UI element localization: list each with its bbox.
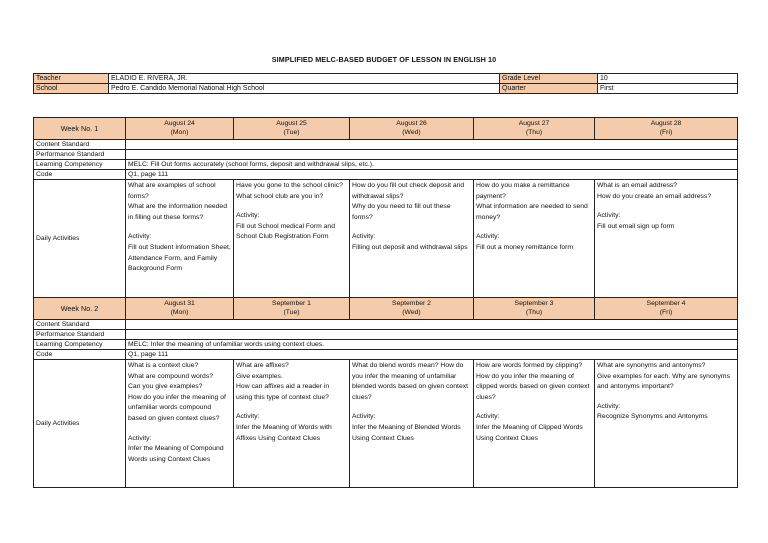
learning-competency-value: MELC: Fill Out forms accurately (school forms, deposit and withdrawal slips, etc.). [126, 160, 738, 170]
day-weekday: (Fri) [659, 309, 673, 316]
guide-question: Give examples. [236, 372, 283, 380]
performance-standard-label: Performance Standard [34, 330, 126, 340]
code-value: Q1, page 111 [126, 170, 738, 180]
teacher-row [34, 74, 738, 84]
day-header [474, 118, 595, 140]
guide-question: What are synonyms and antonyms? [597, 362, 706, 369]
activity-cell [595, 360, 738, 488]
day-date: August 28 [650, 120, 682, 127]
school-name: Pedro E. Candido Memorial National High School [109, 84, 500, 94]
activity-text: Infer the Meaning of Clipped Words Using Context Clues [476, 423, 583, 442]
day-date: August 26 [396, 120, 427, 127]
learning-competency-value: MELC: Infer the meaning of unfamiliar words using context clues. [126, 340, 738, 350]
activity-text: Infer the Meaning of Words with Affixes Using Context Clues [236, 423, 332, 442]
day-date: August 25 [276, 120, 307, 127]
learning-competency-label: Learning Competency [34, 160, 126, 170]
code-row [34, 350, 738, 360]
content-standard-label: Content Standard [34, 320, 126, 330]
daily-activities-label: Daily Activities [34, 180, 126, 298]
guide-question: How can affixes aid a reader in using this type of context clue? [236, 383, 330, 401]
activity-cell [350, 180, 474, 298]
performance-standard-row [34, 330, 738, 340]
day-weekday: (Thu) [525, 309, 543, 316]
performance-standard-value [126, 150, 738, 160]
activity-cell [474, 360, 595, 488]
guide-question: What do blend words mean? How do you infer the meaning of unfamiliar blended words based on given context clues? [352, 362, 469, 401]
school-row [34, 84, 738, 94]
activity-text: Fill out email sign up form [597, 222, 675, 230]
guide-question: What are the information needed in filling out these forms? [128, 203, 227, 221]
guide-question: How do you create an email address? [597, 192, 712, 200]
content-standard-value [126, 140, 738, 150]
day-weekday: (Mon) [170, 129, 189, 136]
activity-cell [350, 360, 474, 488]
content-standard-value [126, 320, 738, 330]
activity-label: Activity: [476, 233, 500, 241]
day-date: August 24 [164, 120, 195, 127]
activity-text: Fill out Student Information Sheet, Attendance Form, and Family Background Form [128, 243, 231, 273]
content-standard-label: Content Standard [34, 140, 126, 150]
activity-label: Activity: [236, 212, 260, 220]
code-row [34, 170, 738, 180]
activity-text: Recognize Synonyms and Antonyms [597, 413, 708, 421]
week-label: Week No. 1 [34, 118, 126, 140]
day-date: August 27 [518, 120, 550, 127]
learning-competency-label: Learning Competency [34, 340, 126, 350]
document-title: SIMPLIFIED MELC-BASED BUDGET OF LESSON IN ENGLISH 10 [271, 55, 497, 64]
teacher-label: Teacher [34, 74, 109, 84]
week-header-row [34, 118, 738, 140]
activity-text: Infer the Meaning of Blended Words Using Context Clues [352, 423, 461, 442]
day-weekday: (Wed) [402, 129, 421, 136]
activity-label: Activity: [236, 413, 260, 421]
day-weekday: (Tue) [283, 309, 300, 316]
guide-question: How do you make a remittance payment? [476, 182, 570, 200]
learning-competency-row [34, 340, 738, 350]
activity-cell [126, 360, 234, 488]
day-date: September 2 [392, 300, 431, 307]
day-weekday: (Wed) [402, 309, 421, 316]
code-label: Code [34, 350, 126, 360]
guide-question: How do you infer the meaning of clipped words based on given context clues? [476, 372, 590, 401]
day-header [595, 298, 738, 320]
day-header [234, 298, 350, 320]
daily-activities-row [34, 360, 738, 488]
guide-question: What are examples of school forms? [128, 182, 216, 200]
guide-question: How are words formed by clipping? [476, 362, 583, 369]
teacher-info-table [33, 73, 738, 94]
day-header [350, 298, 474, 320]
day-header [126, 298, 234, 320]
activity-cell [474, 180, 595, 298]
quarter-label: Quarter [500, 84, 598, 94]
day-header [126, 118, 234, 140]
daily-activities-row [34, 180, 738, 298]
activity-cell [126, 180, 234, 298]
activity-text: Infer the Meaning of Compound Words using Context Clues [128, 445, 224, 463]
quarter-value: First [598, 84, 738, 94]
activity-label: Activity: [128, 434, 152, 442]
day-weekday: (Fri) [659, 129, 673, 136]
daily-activities-label: Daily Activities [34, 360, 126, 488]
teacher-name: ELADIO E. RIVERA, JR. [109, 74, 500, 84]
guide-question: Give examples for each. Why are synonyms and antonyms important? [597, 372, 730, 391]
activity-cell [595, 180, 738, 298]
day-date: September 1 [272, 300, 311, 307]
guide-question: Can you give examples? [128, 383, 203, 391]
guide-question: Why do you need to fill out these forms? [352, 203, 451, 221]
week-label: Week No. 2 [34, 298, 126, 320]
day-header [234, 118, 350, 140]
day-date: September 4 [646, 300, 686, 307]
budget-of-lesson-table [33, 117, 738, 488]
guide-question: What is an email address? [597, 182, 678, 189]
day-header [350, 118, 474, 140]
guide-question: How do you infer the meaning of unfamiliar words compound based on given context clues? [128, 393, 226, 422]
day-weekday: (Tue) [283, 129, 300, 136]
learning-competency-row [34, 160, 738, 170]
content-standard-row [34, 140, 738, 150]
day-weekday: (Mon) [170, 309, 189, 316]
activity-text: Fill out a money remittance form [476, 243, 574, 251]
activity-label: Activity: [597, 402, 621, 410]
activity-cell [234, 180, 350, 298]
week-header-row [34, 298, 738, 320]
guide-question: How do you fill out check deposit and withdrawal slips? [352, 182, 465, 200]
grade-level-label: Grade Level [500, 74, 598, 84]
day-header [474, 298, 595, 320]
day-weekday: (Thu) [525, 129, 543, 136]
guide-question: What is a context clue? [128, 362, 199, 369]
guide-question: What are compound words? [128, 372, 214, 380]
day-date: September 3 [514, 300, 554, 307]
activity-label: Activity: [597, 212, 621, 220]
guide-question: What are affixes? [236, 362, 289, 369]
guide-question: What school club are you in? [236, 192, 324, 200]
activity-label: Activity: [352, 413, 376, 421]
activity-text: Filling out deposit and withdrawal slips [352, 243, 468, 251]
performance-standard-value [126, 330, 738, 340]
day-header [595, 118, 738, 140]
guide-question: Have you gone to the school clinic? [236, 182, 343, 189]
activity-cell [234, 360, 350, 488]
content-standard-row [34, 320, 738, 330]
activity-label: Activity: [476, 413, 500, 421]
performance-standard-row [34, 150, 738, 160]
code-label: Code [34, 170, 126, 180]
grade-level-value: 10 [598, 74, 738, 84]
day-date: August 31 [164, 300, 195, 307]
activity-label: Activity: [128, 233, 152, 241]
activity-label: Activity: [352, 233, 376, 241]
guide-question: What information are needed to send money? [476, 203, 588, 221]
school-label: School [34, 84, 109, 94]
performance-standard-label: Performance Standard [34, 150, 126, 160]
activity-text: Fill out School medical Form and School Club Registration Form [236, 222, 335, 241]
code-value: Q1, page 111 [126, 350, 738, 360]
